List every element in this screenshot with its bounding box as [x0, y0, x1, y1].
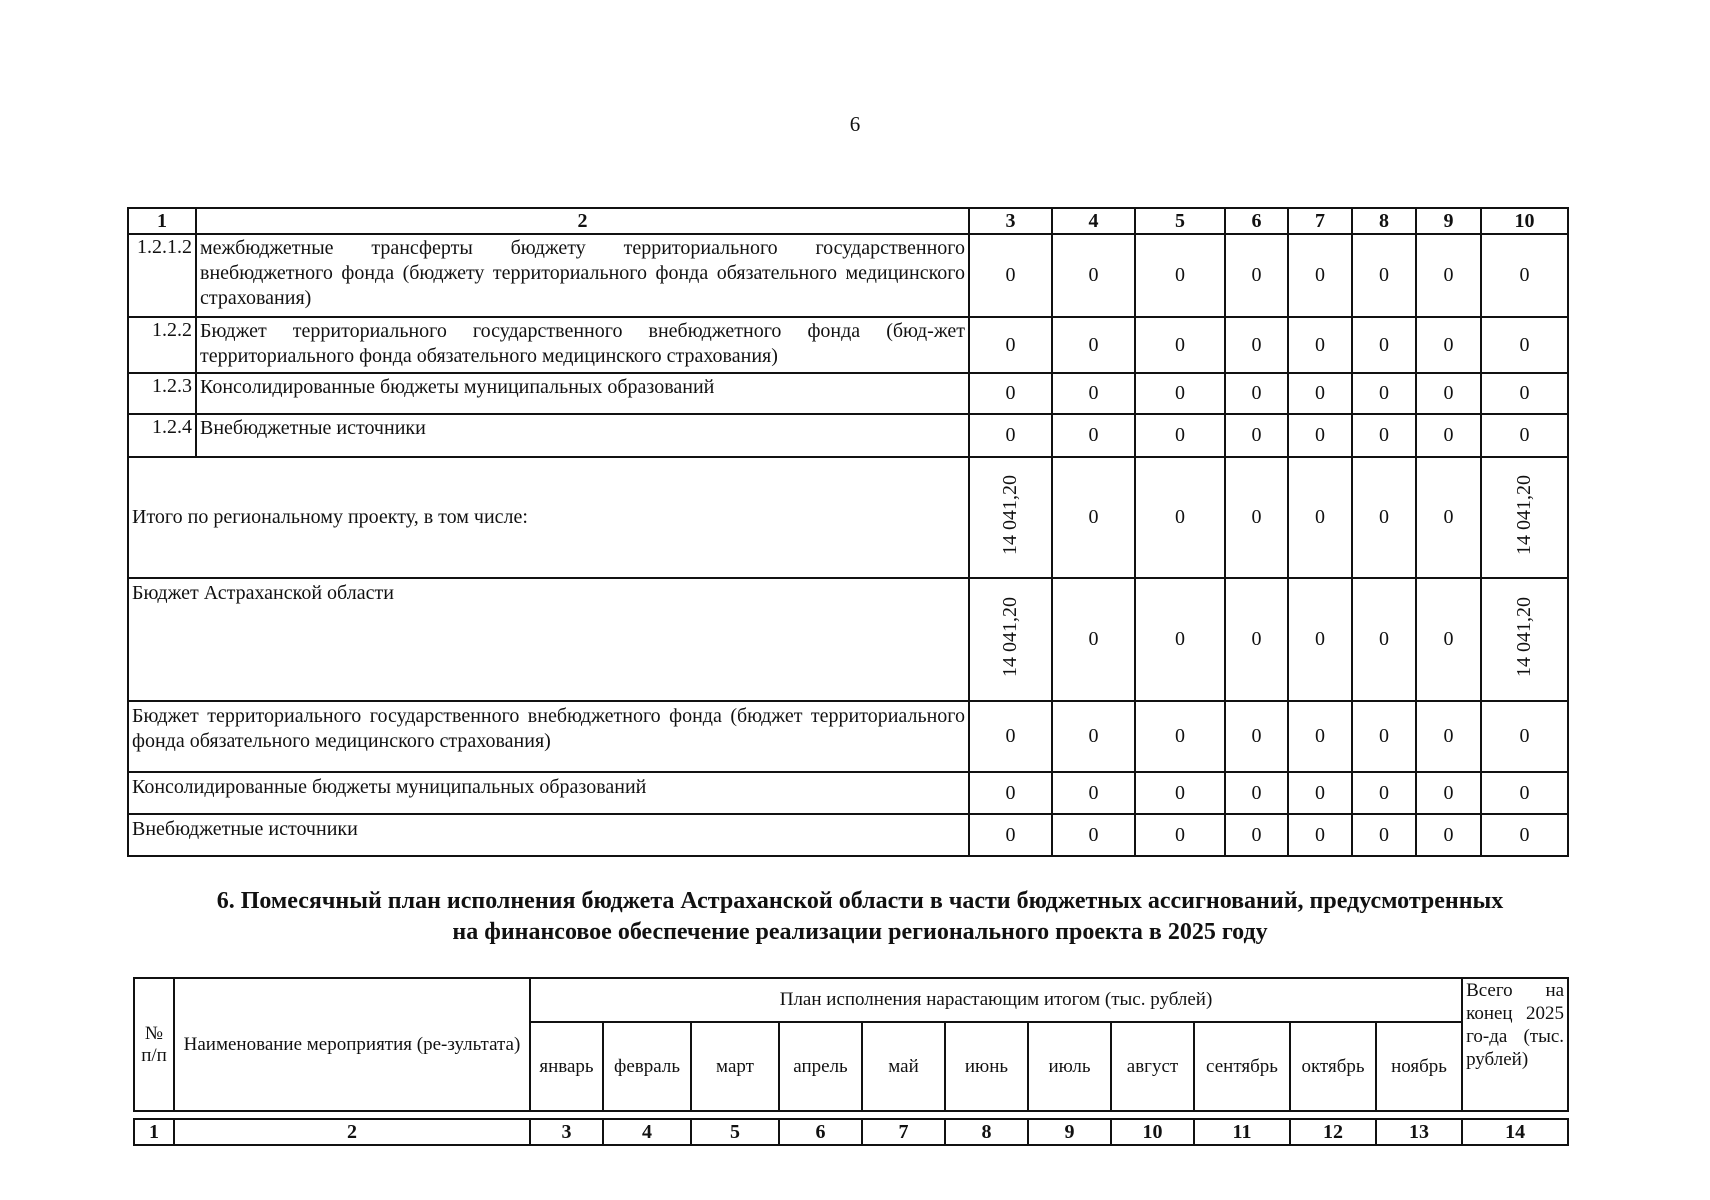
col-num: 8 — [1352, 208, 1416, 234]
col-num: 6 — [1225, 208, 1288, 234]
cell-value: 0 — [1288, 414, 1352, 457]
cell-value: 0 — [1416, 234, 1481, 317]
summary-row — [128, 772, 1568, 814]
cell-value: 0 — [1225, 701, 1288, 772]
col-num: 12 — [1290, 1119, 1376, 1145]
cell-value: 0 — [1416, 317, 1481, 373]
col-num: 7 — [1288, 208, 1352, 234]
cell-value: 0 — [1052, 701, 1135, 772]
cell-value — [1481, 457, 1568, 578]
cell-value: 0 — [969, 414, 1052, 457]
cell-value: 0 — [1135, 457, 1225, 578]
section-title-line: 6. Помесячный план исполнения бюджета Астраханской области в части бюджетных ассигнований, предусмотренных — [216, 888, 1504, 914]
col-num: 3 — [530, 1119, 603, 1145]
section-title-line: на финансовое обеспечение реализации регионального проекта в 2025 году — [452, 919, 1268, 945]
row-name: Бюджет территориального государственного внебюджетного фонда (бюд-жет территориального фонда обязательного медицинского страхования) — [196, 317, 969, 373]
cell-value: 0 — [1052, 373, 1135, 414]
summary-label: Бюджет территориального государственного внебюджетного фонда (бюджет территориального фонда обязательного медицинского страхования) — [128, 701, 969, 772]
cell-value: 0 — [1288, 317, 1352, 373]
cell-value: 0 — [1052, 814, 1135, 856]
cell-value: 0 — [969, 814, 1052, 856]
cell-value: 0 — [1135, 414, 1225, 457]
cell-value: 0 — [1135, 814, 1225, 856]
column-number-row — [134, 1119, 1568, 1145]
cell-value: 0 — [1288, 373, 1352, 414]
header-month: сентябрь — [1194, 1022, 1290, 1111]
cell-value: 0 — [1352, 772, 1416, 814]
cell-value: 0 — [1481, 414, 1568, 457]
col-num: 10 — [1111, 1119, 1194, 1145]
row-code: 1.2.4 — [128, 414, 196, 457]
cell-value: 0 — [1288, 772, 1352, 814]
cell-value: 0 — [1288, 234, 1352, 317]
cell-value: 0 — [1225, 772, 1288, 814]
cell-value: 0 — [1225, 814, 1288, 856]
row-name: межбюджетные трансферты бюджету территориального государственного внебюджетного фонда (бюджету территориального фонда обязательного медицинского страхования) — [196, 234, 969, 317]
cell-value: 0 — [1052, 317, 1135, 373]
cell-value: 0 — [1416, 772, 1481, 814]
col-num: 2 — [174, 1119, 530, 1145]
cell-value: 0 — [969, 701, 1052, 772]
summary-label: Бюджет Астраханской области — [128, 578, 969, 701]
col-num: 2 — [196, 208, 969, 234]
vertical-value: 14 041,20 — [1513, 596, 1535, 677]
header-month: февраль — [603, 1022, 691, 1111]
col-num: 11 — [1194, 1119, 1290, 1145]
cell-value: 0 — [1481, 701, 1568, 772]
cell-value: 0 — [1052, 414, 1135, 457]
summary-row — [128, 578, 1568, 701]
cell-value: 0 — [1481, 373, 1568, 414]
cell-value: 0 — [1481, 317, 1568, 373]
section-title — [140, 886, 1580, 948]
header-num: № п/п — [134, 978, 174, 1111]
col-num: 9 — [1416, 208, 1481, 234]
cell-value: 0 — [1481, 814, 1568, 856]
cell-value: 0 — [1416, 457, 1481, 578]
header-month: август — [1111, 1022, 1194, 1111]
cell-value: 0 — [1416, 414, 1481, 457]
cell-value: 0 — [1416, 373, 1481, 414]
summary-label: Внебюджетные источники — [128, 814, 969, 856]
summary-label: Консолидированные бюджеты муниципальных образований — [128, 772, 969, 814]
header-total: Всего на конец 2025 го-да (тыс. рублей) — [1462, 978, 1568, 1111]
cell-value: 0 — [1225, 578, 1288, 701]
summary-row — [128, 814, 1568, 856]
cell-value: 0 — [1135, 373, 1225, 414]
cell-value: 0 — [1352, 578, 1416, 701]
cell-value: 0 — [1135, 234, 1225, 317]
col-num: 4 — [1052, 208, 1135, 234]
cell-value: 0 — [1052, 457, 1135, 578]
cell-value: 0 — [1135, 317, 1225, 373]
cell-value: 0 — [1225, 414, 1288, 457]
cell-value: 0 — [1352, 701, 1416, 772]
header-name: Наименование мероприятия (ре-зультата) — [174, 978, 530, 1111]
table-row — [128, 234, 1568, 317]
row-name: Консолидированные бюджеты муниципальных образований — [196, 373, 969, 414]
cell-value: 0 — [1225, 317, 1288, 373]
header-month: апрель — [779, 1022, 862, 1111]
header-month: октябрь — [1290, 1022, 1376, 1111]
monthly-plan-table — [133, 977, 1569, 1146]
row-code: 1.2.2 — [128, 317, 196, 373]
header-month: май — [862, 1022, 945, 1111]
cell-value — [1481, 578, 1568, 701]
header-row — [134, 978, 1568, 1022]
header-month: июль — [1028, 1022, 1111, 1111]
cell-value: 0 — [969, 772, 1052, 814]
cell-value: 0 — [1352, 373, 1416, 414]
col-num: 7 — [862, 1119, 945, 1145]
col-num: 13 — [1376, 1119, 1462, 1145]
table-row — [128, 373, 1568, 414]
summary-row — [128, 457, 1568, 578]
cell-value: 0 — [1352, 457, 1416, 578]
cell-value: 0 — [1416, 814, 1481, 856]
cell-value: 0 — [1052, 234, 1135, 317]
cell-value: 0 — [1052, 772, 1135, 814]
summary-row — [128, 701, 1568, 772]
col-num: 10 — [1481, 208, 1568, 234]
col-num: 1 — [128, 208, 196, 234]
table-row — [128, 317, 1568, 373]
cell-value: 0 — [1416, 578, 1481, 701]
cell-value — [969, 457, 1052, 578]
cell-value: 0 — [1352, 234, 1416, 317]
header-plan: План исполнения нарастающим итогом (тыс. рублей) — [530, 978, 1462, 1022]
table-row — [128, 414, 1568, 457]
row-code: 1.2.1.2 — [128, 234, 196, 317]
col-num: 3 — [969, 208, 1052, 234]
col-num: 8 — [945, 1119, 1028, 1145]
cell-value: 0 — [1288, 701, 1352, 772]
vertical-value: 14 041,20 — [999, 596, 1021, 677]
col-num: 4 — [603, 1119, 691, 1145]
financing-table — [127, 207, 1569, 857]
header-month: ноябрь — [1376, 1022, 1462, 1111]
cell-value: 0 — [1416, 701, 1481, 772]
cell-value: 0 — [1288, 814, 1352, 856]
cell-value: 0 — [1481, 772, 1568, 814]
cell-value: 0 — [1052, 578, 1135, 701]
col-num: 5 — [691, 1119, 779, 1145]
cell-value: 0 — [1288, 578, 1352, 701]
col-num: 6 — [779, 1119, 862, 1145]
cell-value: 0 — [1225, 457, 1288, 578]
row-name: Внебюджетные источники — [196, 414, 969, 457]
cell-value: 0 — [1225, 373, 1288, 414]
col-num: 9 — [1028, 1119, 1111, 1145]
row-code: 1.2.3 — [128, 373, 196, 414]
column-number-row — [128, 208, 1568, 234]
cell-value: 0 — [1225, 234, 1288, 317]
cell-value: 0 — [969, 317, 1052, 373]
cell-value: 0 — [1352, 814, 1416, 856]
cell-value: 0 — [1481, 234, 1568, 317]
col-num: 14 — [1462, 1119, 1568, 1145]
cell-value: 0 — [1288, 457, 1352, 578]
cell-value: 0 — [969, 234, 1052, 317]
header-month: март — [691, 1022, 779, 1111]
page-number: 6 — [849, 112, 861, 136]
cell-value: 0 — [1135, 701, 1225, 772]
col-num: 1 — [134, 1119, 174, 1145]
cell-value: 0 — [1352, 317, 1416, 373]
col-num: 5 — [1135, 208, 1225, 234]
separator-row — [134, 1111, 1568, 1119]
summary-label: Итого по региональному проекту, в том числе: — [128, 457, 969, 578]
header-month: июнь — [945, 1022, 1028, 1111]
cell-value: 0 — [969, 373, 1052, 414]
cell-value: 0 — [1135, 772, 1225, 814]
vertical-value: 14 041,20 — [999, 474, 1021, 555]
header-month: январь — [530, 1022, 603, 1111]
separator — [134, 1111, 1568, 1119]
cell-value: 0 — [1135, 578, 1225, 701]
cell-value: 0 — [1352, 414, 1416, 457]
vertical-value: 14 041,20 — [1513, 474, 1535, 555]
cell-value — [969, 578, 1052, 701]
